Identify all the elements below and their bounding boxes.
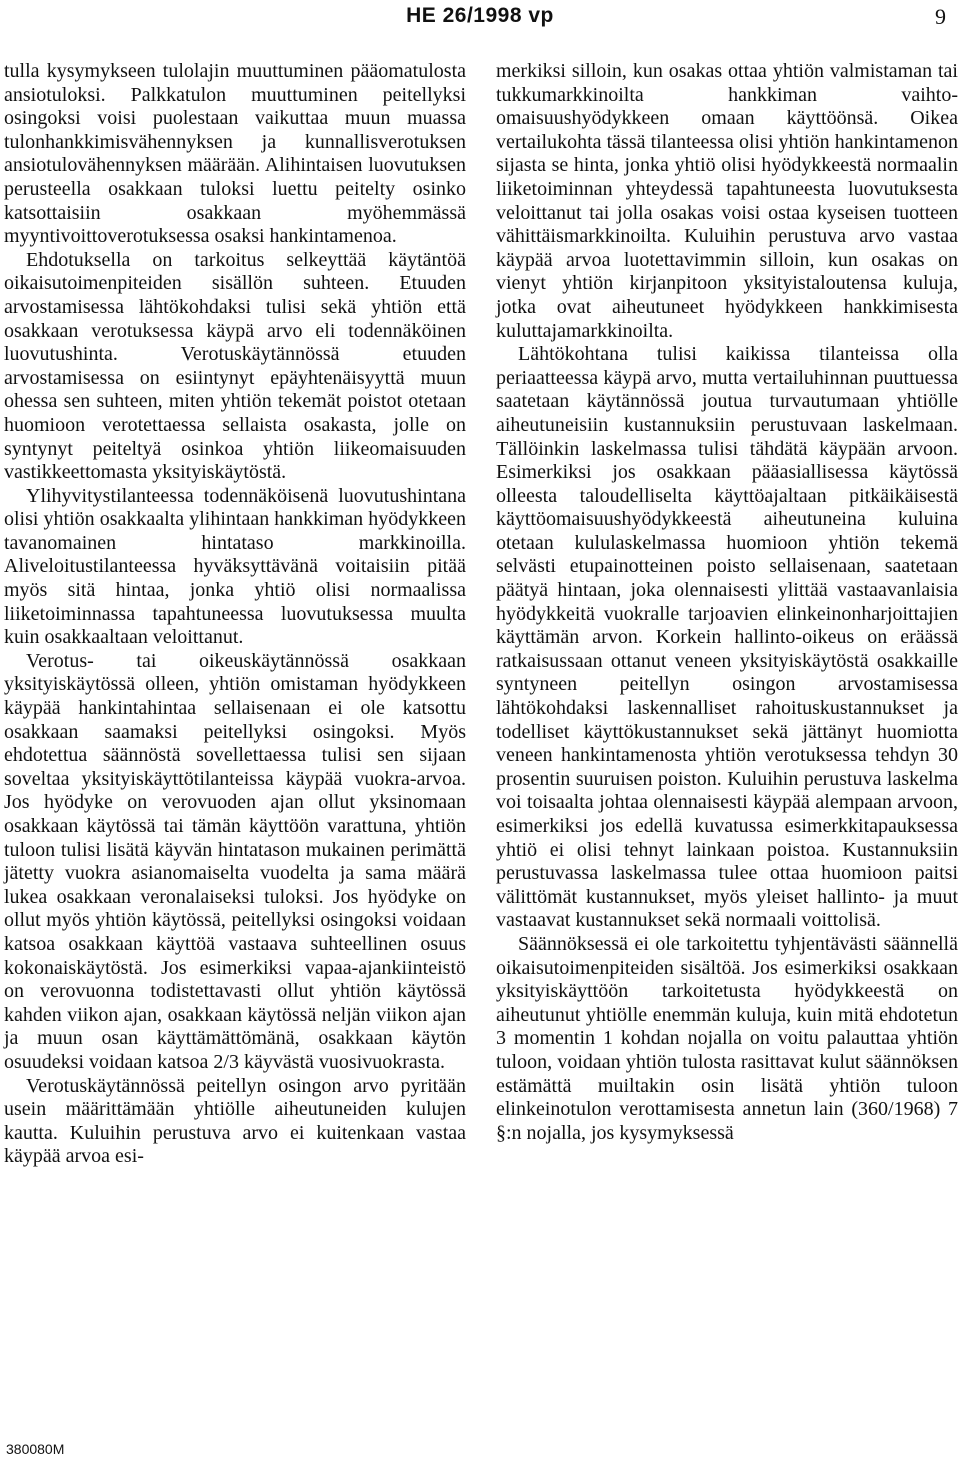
footer-code: 380080M	[6, 1441, 65, 1457]
paragraph: Säännöksessä ei ole tarkoitettu tyhjentävästi säännellä oikaisutoimenpiteiden sisältöä. Jos esimerkiksi osakkaan yksityiskäyttöön tarkoitetusta hyödykkeestä on aiheutunut yhtiölle enemmän kuluja, kuin mitä ehdotetun 3 momentin 1 kohdan nojalla on voitu palauttaa yhtiön tuloon, voidaan yhtiön tulosta rasittavat kulut säännöksen estämättä muiltakin osin lisätä yhtiön tuloon elinkeinotulon verottamisesta annetun lain (360/1968) 7 §:n nojalla, jos kysymyksessä	[496, 932, 958, 1144]
document-title: HE 26/1998 vp	[406, 4, 554, 27]
paragraph: Ehdotuksella on tarkoitus selkeyttää käytäntöä oikaisutoimenpiteiden sisällön suhteen. Etuuden arvostamisessa lähtökohdaksi tulisi sekä yhtiön että osakkaan verotuksessa käypä arvo eli todennäköinen luovutushinta. Verotuskäytännössä etuuden arvostamisessa on esiintynyt epäyhtenäisyyttä muun ohessa sen suhteen, miten yhtiön tekemät poistot otetaan huomioon verotettaessa sellaista osakasta, jolle on syntynyt peiteltyä osinkoa yhtiön liikeomaisuuden vastikkeettomasta yksityiskäytöstä.	[4, 248, 466, 484]
left-column	[4, 60, 466, 1169]
paragraph: Verotuskäytännössä peitellyn osingon arvo pyritään usein määrittämään yhtiölle aiheutuneiden kulujen kautta. Kuluihin perustuva arvo ei kuitenkaan vastaa käypää arvoa esi-	[4, 1074, 466, 1168]
paragraph: merkiksi silloin, kun osakas ottaa yhtiön valmistaman tai tukkumarkkinoilta hankkiman vaihto-omaisuushyödykkeen omaan käyttöönsä. Oikea vertailukohta tässä tilanteessa olisi yhtiön hankintamenon sijasta se hinta, jonka yhtiö olisi hyödykkeestä normaalin liiketoiminnan yhteydessä tapahtuneesta luovutuksesta veloittanut tai jolla osakas voisi ostaa kyseisen tuotteen vähittäismarkkinoilta. Kuluihin perustuva arvo vastaa käypää arvoa luotettavimmin silloin, kun osakas on vienyt yhtiön kirjanpitoon yksityistaloutensa kuluja, jotka ovat aiheutuneet hyödykkeen hankkimisesta kuluttajamarkkinoilta.	[496, 60, 958, 342]
right-column	[496, 60, 958, 1145]
paragraph: Verotus- tai oikeuskäytännössä osakkaan yksityiskäytössä olleen, yhtiön omistaman hyödykkeen käypää hankintahintaa sellaisenaan ei ole katsottu osakkaan saamaksi peitellyksi osingoksi. Myös ehdotettua säännöstä sovellettaessa tulisi sen sijaan soveltaa yksityiskäyttötilanteissa käypää vuokra-arvoa. Jos hyödyke on verovuoden ajan ollut yksinomaan osakkaan käytössä tai tämän käyttöön varattuna, yhtiön tuloon tulisi lisätä käyvän hintatason mukainen perimättä jätetty vuokra asianomaiselta vuodelta ja sama määrä lukea osakkaan veronalaiseksi tuloksi. Jos hyödyke on ollut myös yhtiön käytössä, peitellyksi osingoksi voidaan katsoa osakkaan käyttöä vastaava suhteellinen osuus kokonaiskäytöstä. Jos esimerkiksi vapaa-ajankiinteistö on verovuonna todistettavasti ollut yhtiön käytössä kahden viikon ajan, osakkaan käytössä neljän viikon ajan ja muun osan käyttämättömänä, osakkaan käytön osuudeksi voidaan katsoa 2/3 käyvästä vuosivuokrasta.	[4, 649, 466, 1073]
page-number: 9	[935, 4, 946, 29]
paragraph: Ylihyvitystilanteessa todennäköisenä luovutushintana olisi yhtiön osakkaalta ylihintaan hankkiman hyödykkeen tavanomainen hintataso markkinoilla. Aliveloitustilanteessa hyväksyttävänä voitaisiin pitää myös sitä hintaa, jonka yhtiö olisi normaalissa liiketoiminnassa tapahtuneessa luovutuksessa muulta kuin osakkaaltaan veloittanut.	[4, 484, 466, 649]
paragraph: Lähtökohtana tulisi kaikissa tilanteissa olla periaatteessa käypä arvo, mutta vertailuhinnan puuttuessa saatetaan käytännössä joutua turvautumaan yhtiölle aiheutuneisiin kustannuksiin perustuvaan laskelmaan. Tällöinkin laskelmassa tulisi tähdätä käypään arvoon. Esimerkiksi jos osakkaan pääasiallisessa käytössä olleesta taloudelliselta käyttöajaltaan pitkäikäisestä käyttöomaisuushyödykkeestä aiheutuneina kuluina otetaan kululaskelmassa huomioon yhtiön tekemä selvästi etupainotteinen poisto sellaisenaan, saatetaan päätyä hintaan, joka olennaisesti ylittää vastaavanlaisia hyödykkeitä vuokralle tarjoavien elinkeinonharjoittajien käyttämän arvon. Korkein hallinto-oikeus on eräässä ratkaisussaan ottanut veneen yksityiskäytöstä osakkaille syntyneen peitellyn osingon arvostamisessa lähtökohdaksi laskennalliset rahoituskustannukset ja todelliset käyttökustannukset sekä jättänyt huomiotta veneen hankintamenosta yhtiön verotuksessa tehdyn 30 prosentin suuruisen poiston. Kuluihin perustuva laskelma voi toisaalta johtaa olennaisesti käypää alempaan arvoon, esimerkiksi jos edellä kuvatussa esimerkkitapauksessa yhtiö ei olisi tehnyt lainkaan poistoa. Kustannuksiin perustuvassa laskelmassa tulee ottaa huomioon paitsi välittömät kustannukset, myös yleiset hallinto- ja muut vastaavat kustannukset sekä normaali voittolisä.	[496, 343, 958, 932]
paragraph: tulla kysymykseen tulolajin muuttuminen pääomatulosta ansiotuloksi. Palkkatulon muuttuminen peitellyksi osingoksi voisi puolestaan vaikuttaa muun muassa tulonhankkimisvähennyksen ja kunnallisverotuksen ansiotulovähennyksen määrään. Alihintaisen luovutuksen perusteella osakkaan tuloksi luettu peitelty osinko katsottaisiin osakkaan myöhemmässä myyntivoittoverotuksessa osaksi hankintamenoa.	[4, 60, 466, 248]
page-header	[0, 4, 960, 34]
